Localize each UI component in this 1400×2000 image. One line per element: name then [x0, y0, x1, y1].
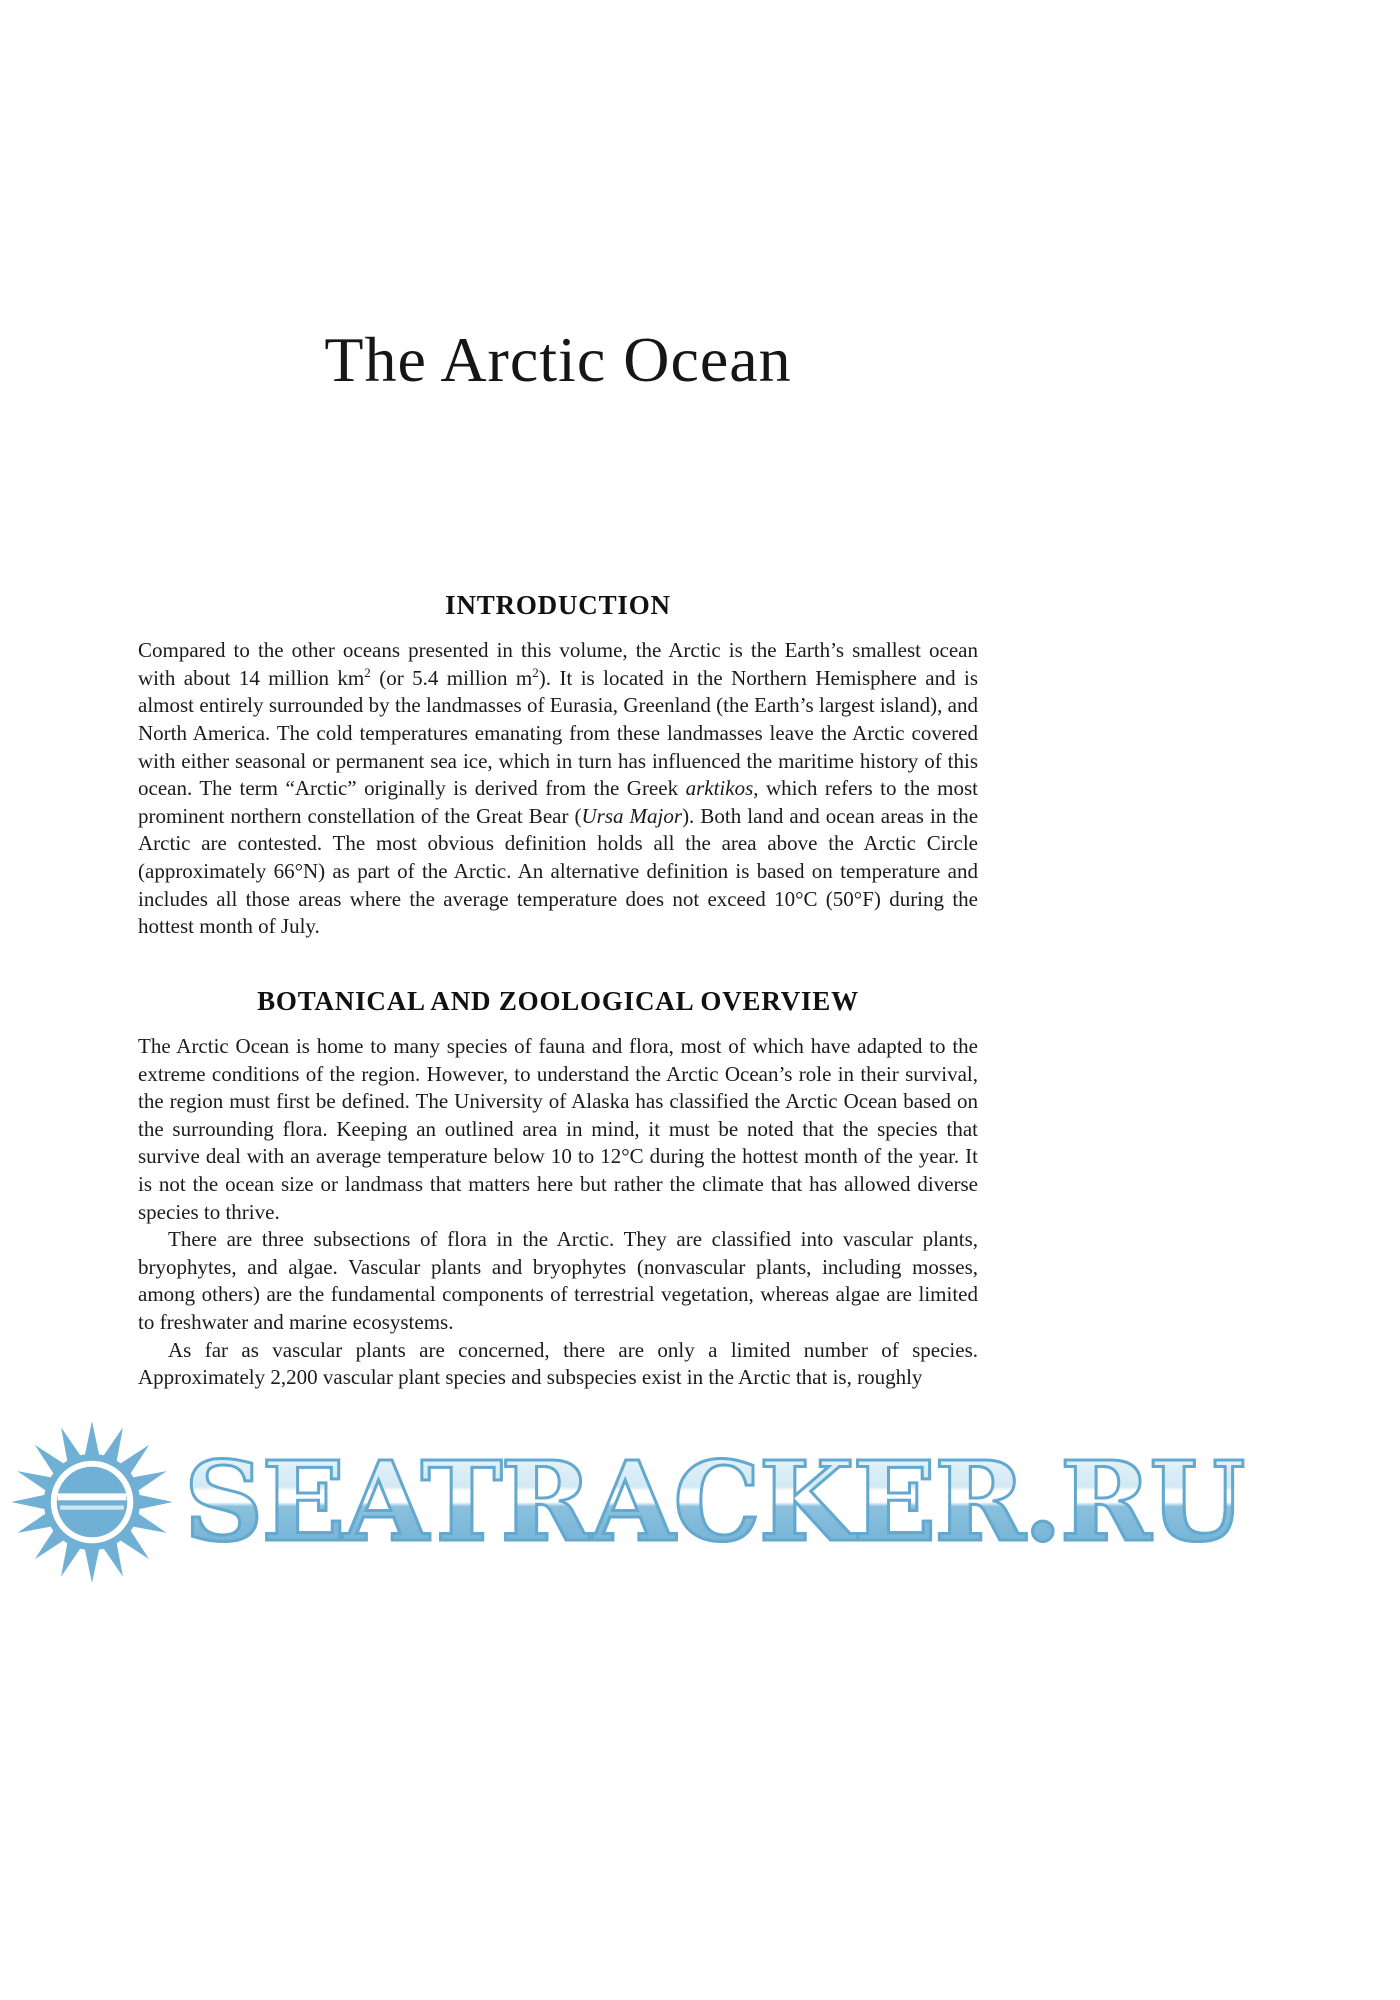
sun-icon	[6, 1416, 178, 1588]
section-heading-botanical-zoological: BOTANICAL AND ZOOLOGICAL OVERVIEW	[257, 985, 859, 1016]
watermark-text: SEATRACKER.RU	[184, 1437, 1244, 1566]
watermark	[6, 1416, 1243, 1588]
paragraph-botanical-3: As far as vascular plants are concerned, there are only a limited number of species. Approximately 2,200 vascular plant species and subspecies exist in the Arctic that is, roughly	[138, 1337, 978, 1390]
paragraph-botanical-1: The Arctic Ocean is home to many species of fauna and flora, most of which have adapted to the extreme conditions of the region. However, to understand the Arctic Ocean’s role in their survival, the region must first be defined. The University of Alaska has classified the Arctic Ocean based on the surrounding flora. Keeping an outlined area in mind, it must be noted that the species that survive deal with an average temperature below 10 to 12°C during the hottest month of the year. It is not the ocean size or landmass that matters here but rather the climate that has allowed diverse species to thrive.	[138, 1034, 978, 1224]
page-content	[138, 0, 978, 1392]
paragraph-introduction-1: Compared to the other oceans presented in this volume, the Arctic is the Earth’s smallest ocean with about 14 million $km^2$ (or 5.4 million $m^2$). It is located in the Northern Hemisphere and is almost entirely surrounded by the landmasses of Eurasia, Greenland (the Earth’s largest island), and North America. The cold temperatures emanating from these landmasses leave the Arctic covered with either seasonal or permanent sea ice, which in turn has influenced the maritime history of this ocean. The term “Arctic” originally is derived from the Greek arktikos, which refers to the most prominent northern constellation of the Great Bear (Ursa Major). Both land and ocean areas in the Arctic are contested. The most obvious definition holds all the area above the Arctic Circle (approximately 66°N) as part of the Arctic. An alternative definition is based on temperature and includes all those areas where the average temperature does not exceed 10°C (50°F) during the hottest month of July.	[138, 638, 979, 939]
page-title: The Arctic Ocean	[324, 324, 792, 395]
section-heading-introduction: INTRODUCTION	[445, 589, 671, 620]
paragraph-botanical-2: There are three subsections of flora in the Arctic. They are classified into vascular plants, bryophytes, and algae. Vascular plants and bryophytes (nonvascular plants, including mosses, among others) are the fundamental components of terrestrial vegetation, whereas algae are limited to freshwater and marine ecosystems.	[138, 1227, 978, 1335]
